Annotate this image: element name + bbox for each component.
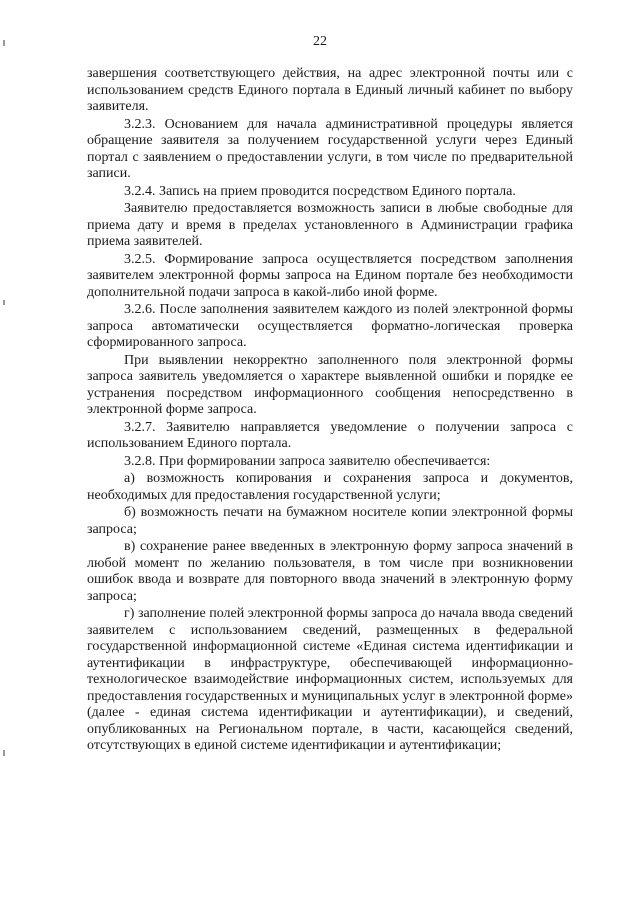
paragraph-3-2-3: 3.2.3. Основанием для начала административной процедуры является обращение заявителя за получением государственной услуги через Единый портал с заявлением о предоставлении услуги, в том числе по предварительной записи.: [87, 116, 573, 181]
scan-edge-mark: [3, 40, 5, 46]
paragraph-error-notice: При выявлении некорректно заполненного поля электронной формы запроса заявитель уведомляется о характере выявленной ошибки и порядке ее устранения посредством информационного сообщения непосредственно в электронной форме запроса.: [87, 352, 573, 417]
paragraph-appointment: Заявителю предоставляется возможность записи в любые свободные для приема дату и время в пределах установленного в Администрации графика приема заявителей.: [87, 201, 573, 249]
paragraph-3-2-4: 3.2.4. Запись на прием проводится посредством Единого портала.: [124, 183, 516, 199]
paragraph-3-2-8: 3.2.8. При формировании запроса заявителю обеспечивается:: [124, 453, 491, 469]
scan-edge-mark: [3, 750, 5, 756]
document-body: [87, 66, 573, 755]
list-item-v: в) сохранение ранее введенных в электронную форму запроса значений в любой момент по желанию пользователя, в том числе при возникновении ошибок ввода и возврате для повторного ввода значений в электронную форму запроса;: [87, 539, 573, 604]
paragraph-3-2-6: 3.2.6. После заполнения заявителем каждого из полей электронной формы запроса автоматически осуществляется форматно-логическая проверка сформированного запроса.: [87, 302, 573, 350]
list-item-a: а) возможность копирования и сохранения запроса и документов, необходимых для предоставления государственной услуги;: [87, 471, 573, 503]
paragraph-3-2-5: 3.2.5. Формирование запроса осуществляется посредством заполнения заявителем электронной формы запроса на Едином портале без необходимости дополнительной подачи запроса в какой-либо иной форме.: [87, 251, 573, 300]
scan-edge-mark: [3, 300, 5, 305]
list-item-b: б) возможность печати на бумажном носителе копии электронной формы запроса;: [87, 505, 573, 537]
paragraph-continuation: завершения соответствующего действия, на адрес электронной почты или с использованием средств Единого портала в Единый личный кабинет по выбору заявителя.: [87, 66, 573, 114]
page-number: 22: [313, 34, 327, 49]
list-item-g: г) заполнение полей электронной формы запроса до начала ввода сведений заявителем с использованием сведений, размещенных в федеральной государственной информационной системе «Единая система идентификации и аутентификации в инфраструктуре, обеспечивающей информационно-технологическое взаимодействие информационных систем, используемых для предоставления государственных и муниципальных услуг в электронной форме» (далее - единая система идентификации и аутентификации), и сведений, опубликованных на Региональном портале, в части, касающейся сведений, отсутствующих в единой системе идентификации и аутентификации;: [87, 606, 573, 753]
paragraph-3-2-7: 3.2.7. Заявителю направляется уведомление о получении запроса с использованием Единого портала.: [87, 419, 573, 451]
